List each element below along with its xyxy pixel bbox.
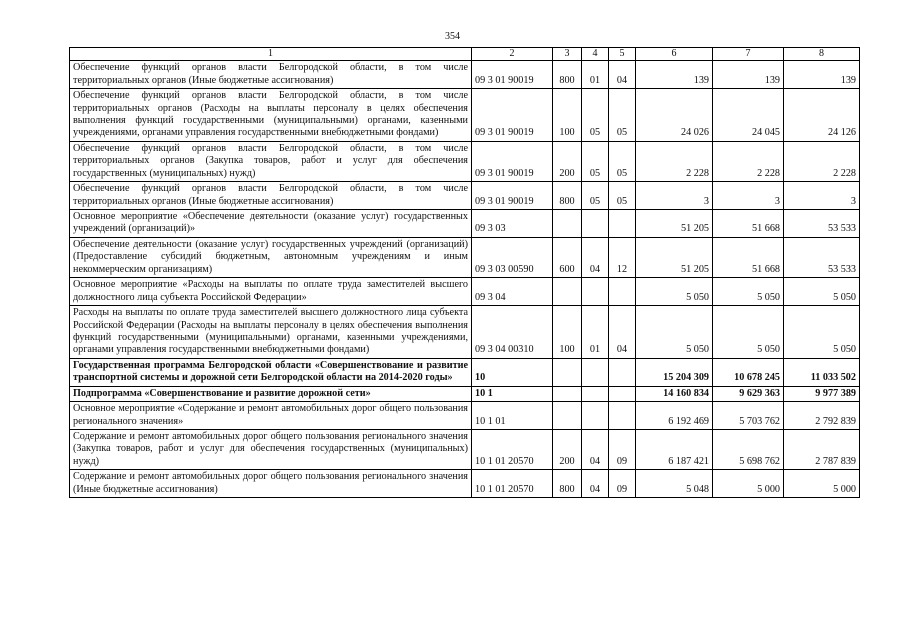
row-subsection	[609, 278, 636, 306]
row-amount-year-2: 5 050	[713, 278, 784, 306]
row-code: 10 1 01 20570	[472, 470, 553, 498]
row-amount-year-1: 6 192 469	[636, 402, 713, 430]
row-amount-year-3: 139	[784, 61, 860, 89]
row-section: 04	[582, 470, 609, 498]
row-amount-year-3: 5 050	[784, 306, 860, 359]
table-row	[70, 402, 860, 430]
row-amount-year-2: 5 703 762	[713, 402, 784, 430]
row-description: Обеспечение функций органов власти Белгородской области, в том числе территориальных органов (Иные бюджетные ассигнования)	[70, 61, 472, 89]
table-body	[70, 61, 860, 498]
table-row	[70, 470, 860, 498]
row-description: Обеспечение функций органов власти Белгородской области, в том числе территориальных органов (Закупка товаров, работ и услуг для обеспечения государственных (муниципальных) нужд)	[70, 141, 472, 181]
col-header-3: 3	[553, 48, 582, 61]
row-amount-year-3: 5 000	[784, 470, 860, 498]
row-description: Обеспечение функций органов власти Белгородской области, в том числе территориальных органов (Расходы на выплаты персоналу в целях обеспечения выполнения функций государственными (муниципальными) органами, казенными учреждениями, органами управления государственными внебюджетными фондами)	[70, 89, 472, 142]
row-section: 05	[582, 141, 609, 181]
row-subsection	[609, 386, 636, 401]
row-amount-year-2: 5 050	[713, 306, 784, 359]
row-amount-year-1: 139	[636, 61, 713, 89]
row-expense-type	[553, 386, 582, 401]
row-code: 10 1	[472, 386, 553, 401]
table-row	[70, 386, 860, 401]
row-amount-year-1: 5 050	[636, 306, 713, 359]
row-expense-type: 800	[553, 182, 582, 210]
page-number: 354	[445, 31, 460, 42]
row-code: 10 1 01	[472, 402, 553, 430]
col-header-1: 1	[70, 48, 472, 61]
row-amount-year-2: 24 045	[713, 89, 784, 142]
row-amount-year-1: 51 205	[636, 210, 713, 238]
row-description: Содержание и ремонт автомобильных дорог общего пользования регионального значения (Закупка товаров, работ и услуг для обеспечения государственных (муниципальных) нужд)	[70, 430, 472, 470]
row-amount-year-1: 2 228	[636, 141, 713, 181]
row-description: Государственная программа Белгородской области «Совершенствование и развитие транспортной системы и дорожной сети Белгородской области на 2014-2020 годы»	[70, 358, 472, 386]
row-description: Основное мероприятие «Содержание и ремонт автомобильных дорог общего пользования регионального значения»	[70, 402, 472, 430]
col-header-7: 7	[713, 48, 784, 61]
row-expense-type: 100	[553, 306, 582, 359]
row-description: Обеспечение функций органов власти Белгородской области, в том числе территориальных органов (Иные бюджетные ассигнования)	[70, 182, 472, 210]
row-section	[582, 210, 609, 238]
table-row	[70, 430, 860, 470]
row-subsection: 12	[609, 237, 636, 277]
row-amount-year-1: 51 205	[636, 237, 713, 277]
row-amount-year-3: 2 792 839	[784, 402, 860, 430]
row-subsection	[609, 358, 636, 386]
row-amount-year-3: 3	[784, 182, 860, 210]
row-expense-type: 800	[553, 61, 582, 89]
row-description: Основное мероприятие «Расходы на выплаты по оплате труда заместителей высшего должностного лица субъекта Российской Федерации»	[70, 278, 472, 306]
row-subsection	[609, 402, 636, 430]
row-code: 10	[472, 358, 553, 386]
row-section	[582, 358, 609, 386]
row-description: Расходы на выплаты по оплате труда заместителей высшего должностного лица субъекта Российской Федерации (Расходы на выплаты персоналу в целях обеспечения выполнения функций государственными (муниципальными) органами, казенными учреждениями, органами управления государственными внебюджетными фондами)	[70, 306, 472, 359]
row-expense-type: 200	[553, 430, 582, 470]
table-row	[70, 306, 860, 359]
row-code: 10 1 01 20570	[472, 430, 553, 470]
row-amount-year-1: 14 160 834	[636, 386, 713, 401]
table-row	[70, 210, 860, 238]
row-code: 09 3 04 00310	[472, 306, 553, 359]
row-subsection	[609, 210, 636, 238]
row-description: Подпрограмма «Совершенствование и развитие дорожной сети»	[70, 386, 472, 401]
row-section: 04	[582, 237, 609, 277]
row-code: 09 3 01 90019	[472, 182, 553, 210]
row-amount-year-2: 2 228	[713, 141, 784, 181]
row-expense-type: 100	[553, 89, 582, 142]
row-subsection: 09	[609, 470, 636, 498]
table-row	[70, 141, 860, 181]
row-section	[582, 278, 609, 306]
row-section: 01	[582, 61, 609, 89]
row-subsection: 05	[609, 182, 636, 210]
row-expense-type: 800	[553, 470, 582, 498]
row-amount-year-3: 24 126	[784, 89, 860, 142]
row-code: 09 3 03	[472, 210, 553, 238]
row-expense-type	[553, 210, 582, 238]
row-amount-year-1: 5 048	[636, 470, 713, 498]
col-header-6: 6	[636, 48, 713, 61]
row-section	[582, 402, 609, 430]
col-header-4: 4	[582, 48, 609, 61]
row-amount-year-2: 5 000	[713, 470, 784, 498]
row-description: Содержание и ремонт автомобильных дорог общего пользования регионального значения (Иные бюджетные ассигнования)	[70, 470, 472, 498]
table-row	[70, 61, 860, 89]
col-header-2: 2	[472, 48, 553, 61]
row-amount-year-1: 6 187 421	[636, 430, 713, 470]
row-amount-year-3: 9 977 389	[784, 386, 860, 401]
table-row	[70, 89, 860, 142]
row-amount-year-3: 5 050	[784, 278, 860, 306]
row-section: 05	[582, 182, 609, 210]
row-subsection: 04	[609, 61, 636, 89]
row-subsection: 05	[609, 141, 636, 181]
row-description: Обеспечение деятельности (оказание услуг) государственных учреждений (организаций) (Предоставление субсидий бюджетным, автономным учреждениям и иным некоммерческим организациям)	[70, 237, 472, 277]
row-expense-type: 600	[553, 237, 582, 277]
row-amount-year-3: 53 533	[784, 237, 860, 277]
row-section	[582, 386, 609, 401]
row-subsection: 04	[609, 306, 636, 359]
row-section: 01	[582, 306, 609, 359]
row-amount-year-3: 2 787 839	[784, 430, 860, 470]
table-row	[70, 237, 860, 277]
row-subsection: 09	[609, 430, 636, 470]
row-amount-year-3: 11 033 502	[784, 358, 860, 386]
row-expense-type	[553, 402, 582, 430]
col-header-5: 5	[609, 48, 636, 61]
row-amount-year-3: 2 228	[784, 141, 860, 181]
row-code: 09 3 01 90019	[472, 89, 553, 142]
row-amount-year-2: 5 698 762	[713, 430, 784, 470]
table-row	[70, 358, 860, 386]
row-amount-year-2: 10 678 245	[713, 358, 784, 386]
row-amount-year-3: 53 533	[784, 210, 860, 238]
row-amount-year-1: 5 050	[636, 278, 713, 306]
row-expense-type: 200	[553, 141, 582, 181]
col-header-8: 8	[784, 48, 860, 61]
row-amount-year-2: 3	[713, 182, 784, 210]
table-row	[70, 182, 860, 210]
row-amount-year-2: 51 668	[713, 210, 784, 238]
row-section: 05	[582, 89, 609, 142]
row-section: 04	[582, 430, 609, 470]
row-code: 09 3 04	[472, 278, 553, 306]
row-expense-type	[553, 278, 582, 306]
budget-table	[69, 47, 860, 498]
row-subsection: 05	[609, 89, 636, 142]
row-expense-type	[553, 358, 582, 386]
row-code: 09 3 01 90019	[472, 141, 553, 181]
row-amount-year-1: 3	[636, 182, 713, 210]
row-amount-year-2: 9 629 363	[713, 386, 784, 401]
header-row	[70, 48, 860, 61]
row-description: Основное мероприятие «Обеспечение деятельности (оказание услуг) государственных учреждений (организаций)»	[70, 210, 472, 238]
row-code: 09 3 01 90019	[472, 61, 553, 89]
row-amount-year-1: 15 204 309	[636, 358, 713, 386]
row-amount-year-2: 51 668	[713, 237, 784, 277]
row-amount-year-1: 24 026	[636, 89, 713, 142]
row-code: 09 3 03 00590	[472, 237, 553, 277]
row-amount-year-2: 139	[713, 61, 784, 89]
table-row	[70, 278, 860, 306]
